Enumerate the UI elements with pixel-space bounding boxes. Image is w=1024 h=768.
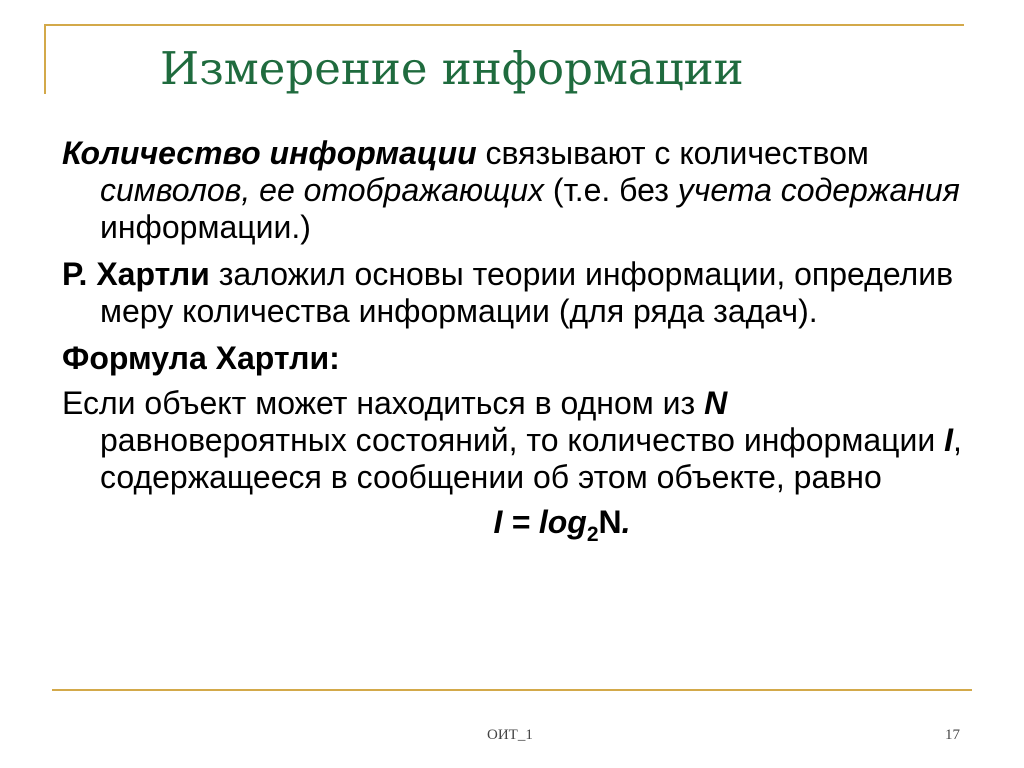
footer-center-label: ОИТ_1 — [487, 727, 533, 743]
paragraph-object-states — [62, 385, 982, 496]
heading-hartley-formula: Формула Хартли: — [62, 340, 340, 376]
var-i: I — [944, 422, 953, 458]
hartley-formula — [62, 504, 982, 553]
paragraph-information-quantity — [62, 135, 982, 246]
p4-text-2: равновероятных состояний, то количество информации — [100, 422, 945, 458]
p1-text-1: связывают с количеством — [476, 135, 869, 171]
term-information-quantity: Количество информации — [62, 135, 477, 171]
p1-text-3: информации.) — [100, 209, 311, 245]
formula-rhs: N — [598, 504, 622, 540]
var-n: N — [704, 385, 728, 421]
page-number: 17 — [945, 727, 960, 743]
top-frame-line — [44, 24, 964, 26]
p2-text-1: заложил основы теории информации, определив меру количества информации (для ряда задач). — [100, 256, 954, 329]
p4-text-3: , содержащееся в сообщении об этом объекте, равно — [100, 422, 962, 495]
formula-subscript: 2 — [586, 523, 599, 546]
formula-trailing-period: . — [621, 504, 631, 540]
p4-text-1: Если объект может находиться в одном из — [62, 385, 705, 421]
left-frame-line — [44, 24, 46, 94]
p1-italic-content: учета содержания — [677, 172, 960, 208]
p1-text-2: (т.е. без — [544, 172, 678, 208]
p1-italic-symbols: символов, ее отображающих — [100, 172, 545, 208]
name-hartley: Р. Хартли — [62, 256, 210, 292]
slide-title: Измерение информации — [160, 42, 744, 95]
paragraph-hartley — [62, 256, 982, 330]
formula-lhs: I = log — [493, 504, 587, 540]
slide-body — [62, 135, 982, 553]
paragraph-hartley-formula-heading — [62, 340, 982, 377]
bottom-divider-line — [52, 689, 972, 691]
